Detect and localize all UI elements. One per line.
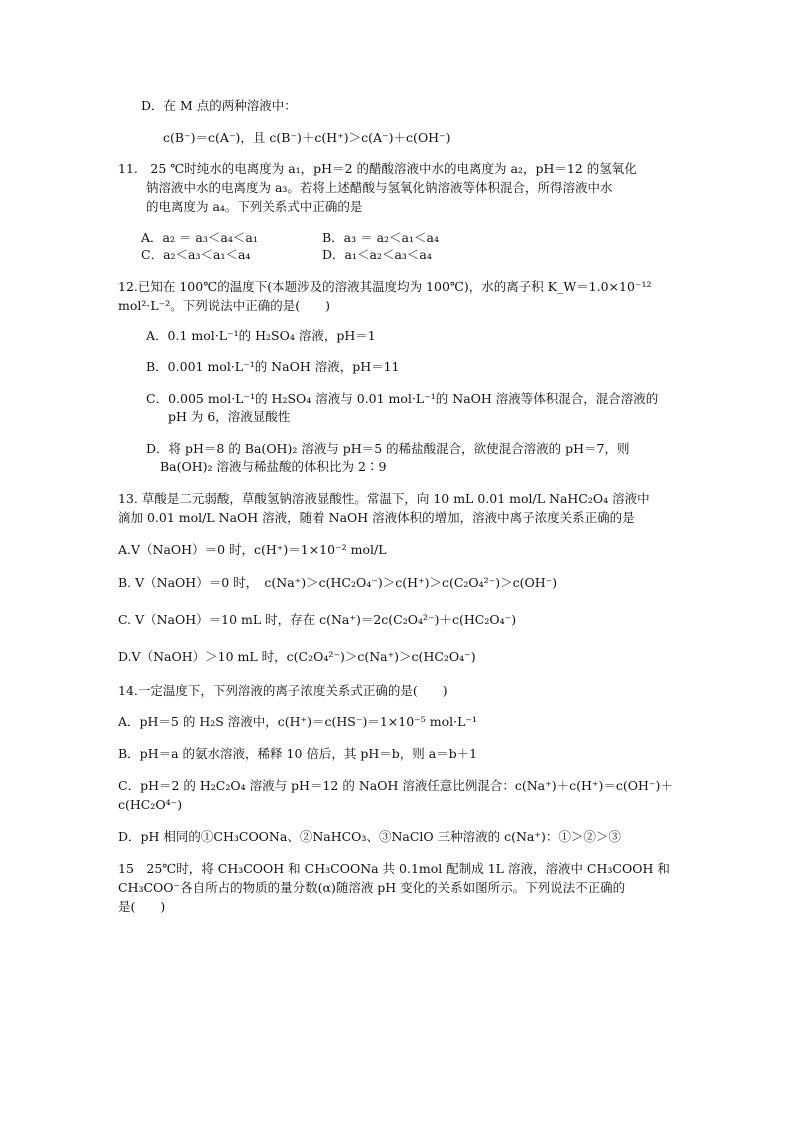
q14-option-c-line2: c(HC₂O⁴⁻) — [118, 797, 183, 812]
q14-option-b: B．pH＝a 的氨水溶液，稀释 10 倍后，其 pH＝b，则 a＝b＋1 — [118, 746, 478, 761]
q13-option-d: D.V（NaOH）＞10 mL 时，c(C₂O₄²⁻)＞c(Na⁺)＞c(HC₂O₄⁻) — [118, 649, 476, 664]
q11-option-d: D．a₁＜a₂＜a₃＜a₄ — [322, 247, 432, 262]
q15-stem-line2: CH₃COO⁻各自所占的物质的量分数(α)随溶液 pH 变化的关系如图所示。下列说法不正确的 — [118, 880, 626, 895]
q14-option-d: D．pH 相同的①CH₃COONa、②NaHCO₃、③NaClO 三种溶液的 c(Na⁺)：①＞②＞③ — [118, 829, 621, 844]
q13-option-a: A.V（NaOH）＝0 时，c(H⁺)＝1×10⁻² mol/L — [118, 542, 387, 557]
q11-stem-line3: 的电离度为 a₄。下列关系式中正确的是 — [146, 199, 363, 214]
q11-stem-line2: 钠溶液中水的电离度为 a₃。若将上述醋酸与氢氧化钠溶液等体积混合，所得溶液中水 — [146, 180, 613, 195]
q12-option-a: A．0.1 mol·L⁻¹的 H₂SO₄ 溶液，pH＝1 — [146, 328, 376, 343]
q12-option-c-line1: C．0.005 mol·L⁻¹的 H₂SO₄ 溶液与 0.01 mol·L⁻¹的 NaOH 溶液等体积混合，混合溶液的 — [146, 391, 659, 406]
q14-stem: 14.一定温度下，下列溶液的离子浓度关系式正确的是( ) — [118, 683, 448, 698]
q11-option-c: C．a₂＜a₃＜a₁＜a₄ — [141, 247, 251, 262]
q14-option-c-line1: C．pH＝2 的 H₂C₂O₄ 溶液与 pH＝12 的 NaOH 溶液任意比例混合：c(Na⁺)＋c(H⁺)＝c(OH⁻)＋ — [118, 778, 673, 793]
q12-option-b: B．0.001 mol·L⁻¹的 NaOH 溶液，pH＝11 — [146, 359, 400, 374]
q13-option-b: B. V（NaOH）＝0 时， c(Na⁺)＞c(HC₂O₄⁻)＞c(H⁺)＞c(C₂O₄²⁻)＞c(OH⁻) — [118, 575, 558, 590]
q12-option-d-line2: Ba(OH)₂ 溶液与稀盐酸的体积比为 2∶9 — [160, 459, 387, 474]
q13-stem-line2: 滴加 0.01 mol/L NaOH 溶液，随着 NaOH 溶液体积的增加，溶液中离子浓度关系正确的是 — [118, 510, 635, 525]
q10-option-d-line1: D．在 M 点的两种溶液中： — [141, 98, 297, 113]
q12-stem-line1: 12.已知在 100℃的温度下(本题涉及的溶液其温度均为 100℃)，水的离子积 K_W＝1.0×10⁻¹² — [118, 279, 652, 294]
q11-option-a: A．a₂ ＝ a₃＜a₄＜a₁ — [141, 230, 258, 245]
q12-option-c-line2: pH 为 6，溶液显酸性 — [168, 409, 291, 424]
q14-option-a: A．pH＝5 的 H₂S 溶液中，c(H⁺)＝c(HS⁻)＝1×10⁻⁵ mol·L⁻¹ — [118, 714, 478, 729]
q12-option-d-line1: D．将 pH＝8 的 Ba(OH)₂ 溶液与 pH＝5 的稀盐酸混合，欲使混合溶液的 pH＝7，则 — [146, 441, 630, 456]
q13-option-c: C. V（NaOH）＝10 mL 时，存在 c(Na⁺)＝2c(C₂O₄²⁻)＋c(HC₂O₄⁻) — [118, 612, 517, 627]
q15-stem-line1: 15 25℃时，将 CH₃COOH 和 CH₃COONa 共 0.1mol 配制成 1L 溶液，溶液中 CH₃COOH 和 — [118, 861, 670, 876]
q15-stem-line3: 是( ) — [118, 899, 166, 914]
q10-option-d-line2: c(B⁻)＝c(A⁻)，且 c(B⁻)＋c(H⁺)＞c(A⁻)＋c(OH⁻) — [163, 130, 451, 145]
q13-stem-line1: 13. 草酸是二元弱酸，草酸氢钠溶液显酸性。常温下，向 10 mL 0.01 mol/L NaHC₂O₄ 溶液中 — [118, 491, 650, 506]
q11-option-b: B．a₃ ＝ a₂＜a₁＜a₄ — [322, 230, 439, 245]
q12-stem-line2: mol²·L⁻²。下列说法中正确的是( ) — [118, 298, 331, 313]
q11-stem-line1: 11. 25 ℃时纯水的电离度为 a₁，pH＝2 的醋酸溶液中水的电离度为 a₂，pH＝12 的氢氧化 — [118, 161, 637, 176]
